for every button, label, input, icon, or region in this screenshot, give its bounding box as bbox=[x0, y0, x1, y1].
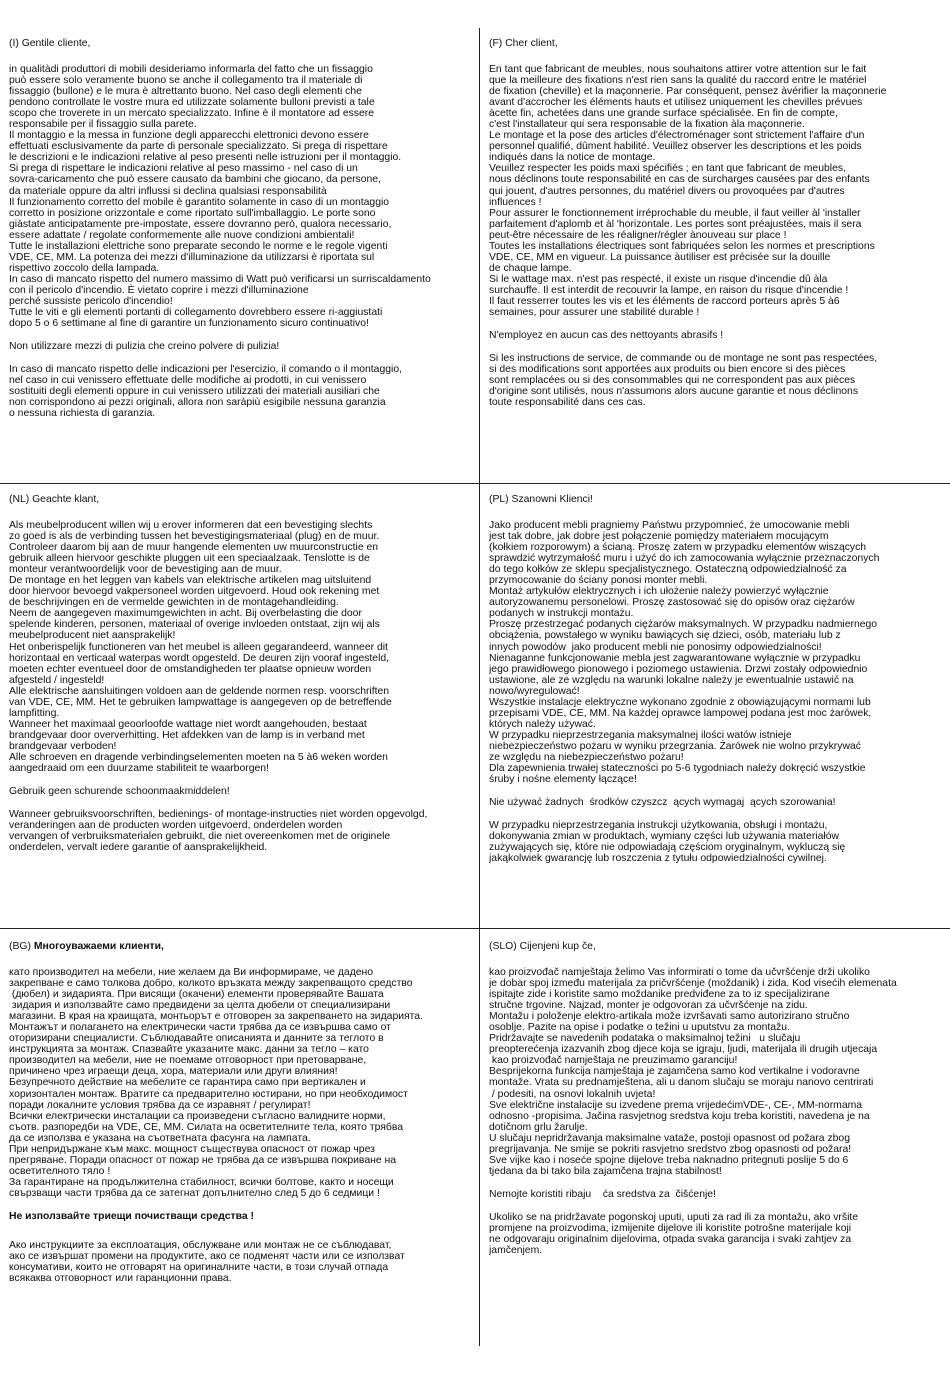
warranty-note: Ако инструкциите за експлоатация, обслужване или монтаж не се съблюдават, ако се извършат промени на продуктите, ако се подменят части или се използват консумативи, които не отговарят на оригиналните части, в този случай отпада всякаква отговорност или гаранционни права. bbox=[9, 1240, 405, 1285]
cleaning-note: Gebruik geen schurende schoonmaakmiddelen! bbox=[9, 786, 230, 798]
cleaning-note: Не използвайте триещи почистващи средства ! bbox=[9, 1210, 254, 1222]
warranty-note: Wanneer gebruiksvoorschriften, bedienings- of montage-instructies niet worden opgevolgd, veranderingen aan de producten worden uitgevoerd, onderdelen worden vervangen of verbruiksmaterialen gebruikt, die niet overeenkomen met de originele onderdelen, vervalt iedere garantie of aansprakelijkheid. bbox=[9, 809, 428, 854]
section-body: kao proizvođač namještaja želimo Vas informirati o tome da učvršćenje drži ukoliko je dobar spoj između materijala za pričvršćenje (moždanik) i zida. Kod visećih elemenata ispitajte zide i koristite samo moždanike predviđene za to iz specijalizirane stručne trgovine. Najzad, monter je odgovoran za učvršćenje na zidu. Montažu i položenje elektro-artikala može izvršavati samo autorizirano stručno osoblje. Pazite na opise i podatke o težini u uputstvu za montažu. Pridržavajte se navedenih podataka o maksimalnoj težini u slučaju preopterećenja izazvanih zbog djece koja se igraju, ljudi, materijala ili drugih utjecaja kao proizvođač namještaja ne preuzimamo garanciju! Besprijekorna funkcija namještaja je zajamčena samo kod vertikalne i vodoravne montaže. Vrata su prednamještena, ali u danom slučaju se moraju nanovo centrirati / podesiti, na osnovi lokalnih uvjeta! Sve električne instalacije su izvedene prema vrijedećimVDE-, CE-, MM-normama odnosno -propisima. Jačina rasvjetnog sredstva koju treba koristiti, navedena je na dotičnom grlu žarulje. U slučaju nepridržavanja maksimalne vataže, postoji opasnost od požara zbog pregrijavanja. Ne smije se pokriti rasvjetno sredstvo zbog opasnosti od požara! Sve vijke kao i noseće spojne dijelove treba naknadno pritegnuti poslije 5 do 6 tjedana da bi tako bila zajamčena trajna stabilnost! bbox=[489, 967, 897, 1177]
section-body: En tant que fabricant de meubles, nous souhaitons attirer votre attention sur le fait que la meilleure des fixations n'est rien sans la qualité du raccord entre le matériel de fixation (cheville) et la maçonnerie. Par conséquent, pensez àvérifier la maçonnerie avant d'accrocher les éléments hauts et utilisez uniquement les chevilles prévues àcette fin, achetées dans une grande surface spécialisée. En fin de compte, c'est l'installateur qui sera responsable de la fixation àla maçonnerie. Le montage et la pose des articles d'électroménager sont strictement l'affaire d'un personnel qualifié, dûment habilité. Veuillez observer les descriptions et les poids indiqués dans la notice de montage. Veuillez respecter les poids maxi spécifiés ; en tant que fabricant de meubles, nous déclinons toute responsabilité en cas de surcharges causées par des enfants qui jouent, d'autres personnes, du matériel divers ou provoquées par d'autres influences ! Pour assurer le fonctionnement irréprochable du meuble, il faut veiller àl 'installer parfaitement d'aplomb et àl 'horizontale. Les portes sont préajustées, mais il sera peut-être nécessaire de les réaligner/régler ànouveau sur place ! Toutes les installations électriques sont fabriquées selon les normes et prescriptions VDE, CE, MM en vigueur. La puissance àutiliser est précisée sur la douille de chaque lampe. Si le wattage max. n'est pas respecté, il existe un risque d'incendie dû àla surchauffe. Il est interdit de recouvrir la lampe, en raison du risque d'incendie ! Il faut resserrer toutes les vis et les éléments de raccord porteurs après 5 à6 semaines, pour assurer une stabilité durable ! bbox=[489, 64, 887, 319]
warranty-note: Si les instructions de service, de commande ou de montage ne sont pas respectées, si des modifications sont apportées aux produits ou bien encore si des pièces sont remplacées ou si des consommables qui ne correspondent pas aux pièces d'origine sont utilisés, nous n'assumons alors aucune garantie et nous déclinons toute responsabilité dans ces cas. bbox=[489, 353, 878, 409]
section-header: (SLO) Cijenjeni kup če, bbox=[489, 941, 596, 952]
section-french bbox=[489, 38, 945, 478]
warranty-note: In caso di mancato rispetto delle indicazioni per l'esercizio, il comando o il montaggio, nel caso in cui venissero effettuate delle modifiche ai prodotti, in cui venissero sostituiti degli elementi oppure in cui venissero utilizzati dei materiali ausiliari che non corrispondono ai pezzi originali, allora non saràpiù esigibile nessuna garanzia o nessuna richiesta di garanzia. bbox=[9, 364, 402, 420]
section-header: (PL) Szanowni Klienci! bbox=[489, 494, 593, 505]
row-divider-2 bbox=[0, 928, 950, 929]
header-prefix: (BG) bbox=[9, 941, 34, 952]
section-body: Als meubelproducent willen wij u erover informeren dat een bevestiging slechts zo goed is als de verbinding tussen het bevestigingsmateriaal (plug) en de muur. Controleer daarom bij aan de muur hangende elementen uw muurconstructie en gebruik alleen hiervoor geschikte pluggen uit een speciaalzaak. Tenslotte is de monteur verantwoordelijk voor de bevestiging aan de muur. De montage en het leggen van kabels van elektrische artikelen mag uitsluitend door hiervoor bevoegd vakpersoneel worden uitgevoerd. Houd ook rekening met de beschrijvingen en de vermelde gewichten in de montagehandleiding. Neem de aangegeven maximumgewichten in acht. Bij overbelasting die door spelende kinderen, personen, materiaal of overige invloeden ontstaat, zijn wij als meubelproducent niet aansprakelijk! Het onberispelijk functioneren van het meubel is alleen gegarandeerd, wanneer dit horizontaal en verticaal waterpas wordt opgesteld. De deuren zijn vooraf ingesteld, moeten echter eventueel door de omstandigheden ter plaatse opnieuw worden afgesteld / ingesteld! Alle elektrische aansluitingen voldoen aan de geldende normen resp. voorschriften van VDE, CE, MM. Het te gebruiken lampwattage is aangegeven op de betreffende lampfitting. Wanneer het maximaal geoorloofde wattage niet wordt aangehouden, bestaat brandgevaar door oververhitting. Het afdekken van de lamp is in verband met brandgevaar verboden! Alle schroeven en dragende verbindingselementen moeten na 5 à6 weken worden aangedraaid om een duurzame stabiliteit te waarborgen! bbox=[9, 520, 392, 775]
section-slovenian bbox=[489, 941, 945, 1341]
row-divider-1 bbox=[0, 483, 950, 484]
cleaning-note: Nie używać żadnych środków czyszcz ących wymagaj ących szorowania! bbox=[489, 797, 836, 809]
section-dutch bbox=[9, 494, 474, 919]
cleaning-note: Nemojte koristiti ribaju ća sredstva za čišćenje! bbox=[489, 1188, 716, 1200]
section-header: (I) Gentile cliente, bbox=[9, 38, 91, 49]
warranty-note: W przypadku nieprzestrzegania instrukcji użytkowania, obsługi i montażu, dokonywania zmian w produktach, wymiany części lub używania materiałów zużywających się, które nie odpowiadają częściom oryginalnym, wykluczą się jakąkolwiek gwarancję lub roszczenia z tytułu odpowiedzialności cywilnej. bbox=[489, 820, 846, 865]
warranty-note: Ukoliko se na pridržavate pogonskoj uputi, uputi za rad ili za montažu, ako vršite promjene na proizvodima, izmijenite dijelove ili koristite potrošne materijale koji ne odgovaraju originalnim dijelovima, otpada svaka garancija i svaki zahtjev za jamčenjem. bbox=[489, 1211, 859, 1257]
column-divider bbox=[479, 28, 480, 1346]
cleaning-note: Non utilizzare mezzi di pulizia che creino polvere di pulizia! bbox=[9, 341, 280, 353]
section-body: като производител на мебели, ние желаем да Ви информираме, че дадено закрепване е само толкова добро, колкото връзката между закрепващото средство (дюбел) и зидарията. При висящи (окачени) елементи проверявайте Вашата зидария и използвайте само предвидени за целта дюбели от специализирани магазини. В края на краищата, монтьорът е отговорен за закрепването на зидарията. Монтажът и полагането на електрически части трябва да се извършва само от оторизирани специалисти. Съблюдавайте описанията и данните за теглото в инструкцията за монтаж. Спазвайте указаните макс. данни за тегло – като производител на мебели, ние не поемаме отговорност при претоварване, причинено чрез играещи деца, хора, материали или други влияния! Безупречното действие на мебелите се гарантира само при вертикален и хоризонтален монтаж. Вратите са предварително юстирани, но при необходимост поради локалните условия трябва да се изравнят / регулират! Всички електрически инсталации са произведени съгласно валидните норми, съотв. разпоредби на VDE, CE, MM. Силата на осветителните тела, която трябва да се използва е указана на съответната фасунга на лампата. При непридържане към макс. мощност съществува опасност от пожар чрез прегряване. Поради опасност от пожар не трябва да се извършва покриване на осветителното тяло ! За гарантиране на продължителна стабилност, всички болтове, както и носещи свързващи части трябва да се затегнат допълнително след 5 до 6 седмици ! bbox=[9, 967, 423, 1199]
section-header: (NL) Geachte klant, bbox=[9, 494, 100, 505]
section-italian bbox=[9, 38, 474, 478]
section-header bbox=[9, 941, 474, 953]
section-header: (F) Cher client, bbox=[489, 38, 558, 49]
section-bulgarian bbox=[9, 941, 474, 1341]
cleaning-note: N'employez en aucun cas des nettoyants abrasifs ! bbox=[489, 330, 724, 342]
section-polish bbox=[489, 494, 945, 919]
section-body: in qualitàdi produttori di mobili desideriamo informarla del fatto che un fissaggio può essere solo veramente buono se anche il collegamento tra il materiale di fissaggio (bullone) e le mura è altrettanto buono. Nel caso degli elementi che pendono controllate le vostre mura ed utilizzate solamente bulloni previsti a tale scopo che troverete in un mercato specializzato. Infine è il montatore ad essere responsabile per il fissaggio sulla parete. Il montaggio e la messa in funzione degli apparecchi elettronici devono essere effettuati esclusivamente da parte di personale specializzato. Si prega di rispettare le descrizioni e le indicazioni relative al peso presenti nelle istruzioni per il montaggio. Si prega di rispettare le indicazioni relative al peso massimo - nel caso di un sovra-caricamento che può essere causato da bambini che giocano, da persone, da materiale oppure da altri influssi si declina qualsiasi responsabilità Il funzionamento corretto del mobile è garantito solamente in caso di un montaggio corretto in posizione orizzontale e come riportato sull'imballaggio. Le porte sono giàstate anticipatamente pre-impostate, essere dovranno però, qualora necessario, essere adattate / regolate conformemente alle nuove condizioni ambientali! Tutte le installazioni elettriche sono preparate secondo le norme e le regole vigenti VDE, CE, MM. La potenza dei mezzi d'illuminazione da utilizzarsi è riportata sul rispettivo zoccolo della lampada. In caso di mancato rispetto del numero massimo di Watt può verificarsi un surriscaldamento con il pericolo d'incendio. È vietato coprire i mezzi d'illuminazione perché sussiste pericolo d'incendio! Tutte le viti e gli elementi portanti di collegamento dovrebbero essere ri-aggiustati dopo 5 o 6 settimane al fine di garantire un funzionamento sicuro continuativo! bbox=[9, 64, 431, 330]
section-body: Jako producent mebli pragniemy Państwu przypomnieć, że umocowanie mebli jest tak dobre, jak dobre jest połączenie pomiędzy materiałem mocującym (kołkiem rozporowym) a ścianą. Proszę zatem w przypadku elementów wiszących sprawdzić wytrzymałość muru i użyć do ich zamocowania wyłącznie przeznaczonych do tego kołków ze sklepu specjalistycznego. Ostateczną odpowiedzialność za przymocowanie do ściany ponosi monter mebli. Montaż artykułów elektrycznych i ich ułożenie należy powierzyć wyłącznie autoryzowanemu personelowi. Proszę zastosować się do opisów oraz ciężarów podanych w instrukcji montażu. Proszę przestrzegać podanych ciężarów maksymalnych. W przypadku nadmiernego obciążenia, powstałego w wyniku bawiących się dzieci, osób, materiału lub z innych powodów jako producent mebli nie ponosimy odpowiedzialności! Nienaganne funkcjonowanie mebla jest zagwarantowane wyłącznie w przypadku jego prawidłowego pionowego i poziomego ustawienia. Drzwi zostały odpowiednio ustawione, ale ze względu na warunki lokalne należy je ewentualnie ustawić na nowo/wyregulować! Wszystkie instalacje elektryczne wykonano zgodnie z obowiązującymi normami lub przepisami VDE, CE, MM. Na każdej oprawce lampowej podana jest moc żarówek, których należy używać. W przypadku nieprzestrzegania maksymalnej ilości watów istnieje niebezpieczeństwo pożaru w wyniku przegrzania. Żarówek nie wolno przykrywać ze względu na niebezpieczeństwo pożaru! Dla zapewnienia trwałej stateczności po 5-6 tygodniach należy dokręcić wszystkie śruby i nośne elementy łączące! bbox=[489, 520, 880, 786]
header-greeting: Многоуважаеми клиенти, bbox=[33, 941, 164, 952]
